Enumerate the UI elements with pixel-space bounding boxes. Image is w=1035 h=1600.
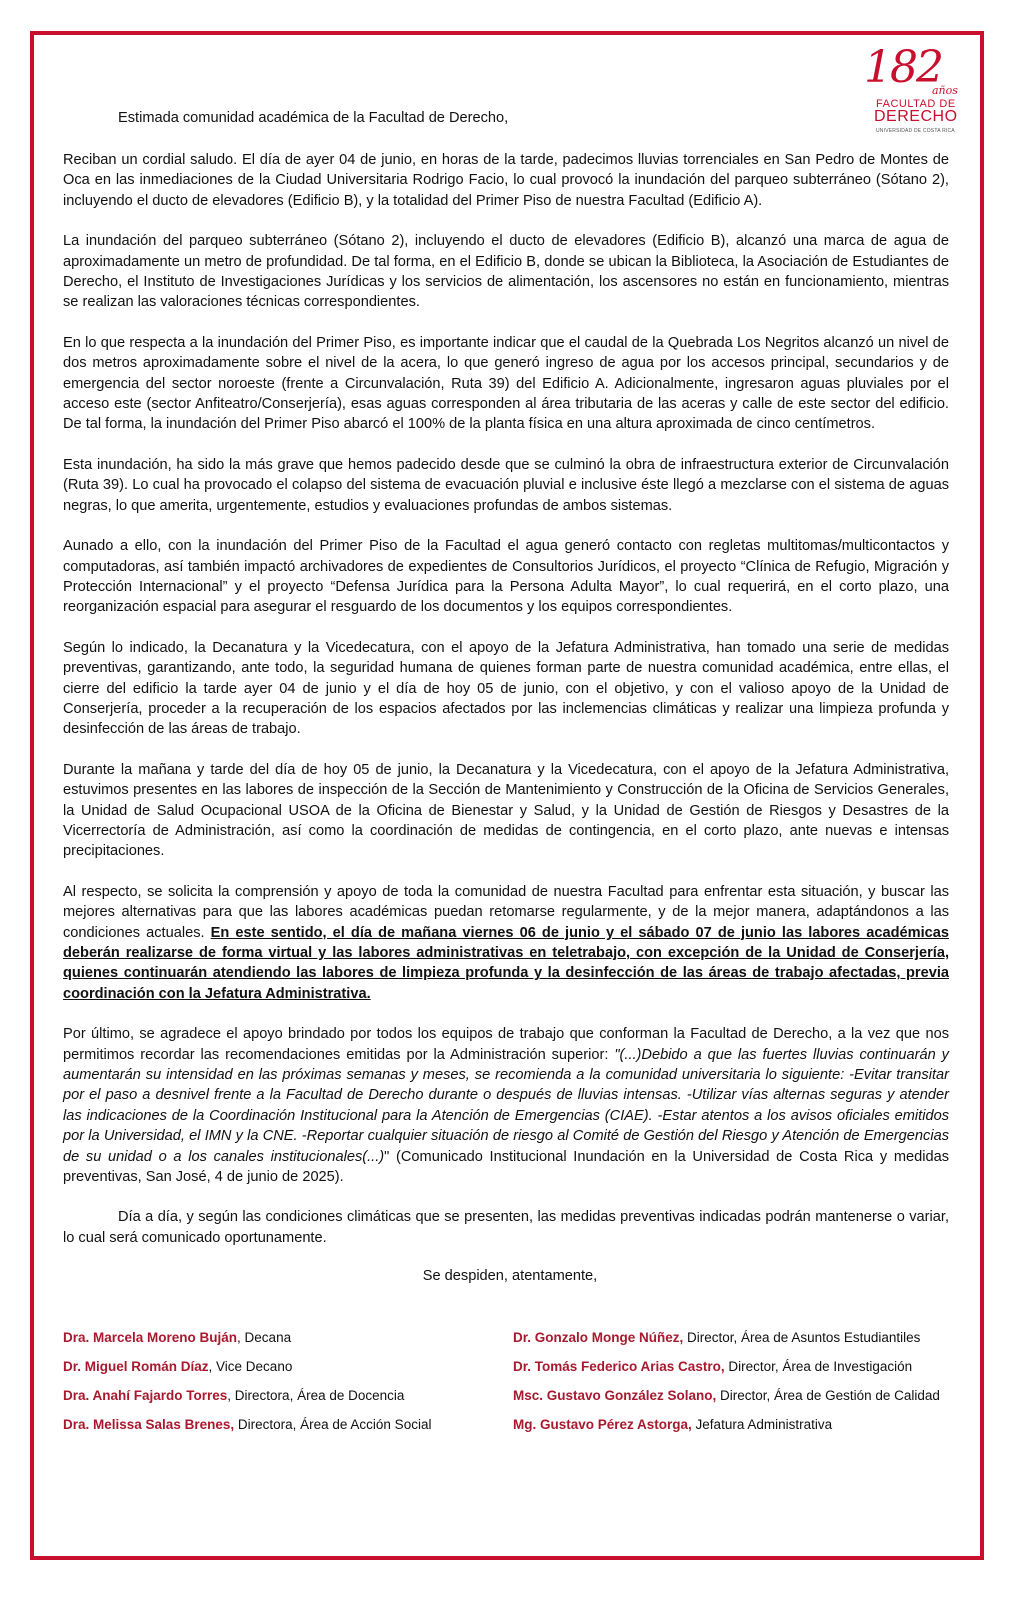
announcement-bold: En este sentido, el día de mañana viernes 06 de junio y el sábado 07 de junio las labores académicas deberán realizarse de forma virtual y las labores administrativas en teletrabajo, con excepción de la Unidad de Conserjería, quienes continuarán atendiendo las labores de limpieza profunda y la desinfección de las áreas de trabajo afectadas, previa coordinación con la Jefatura Administrativa. <box>63 924 950 1002</box>
paragraph: La inundación del parqueo subterráneo (Sótano 2), incluyendo el ducto de elevadores (Edificio B), alcanzó una marca de agua de aproximadamente un metro de profundidad. De tal forma, en el Edificio B, donde se ubican la Biblioteca, la Asociación de Estudiantes de Derecho, el Instituto de Investigaciones Jurídicas y los servicios de alimentación, los ascensores no están en funcionamiento, mientras se realizan las valoraciones técnicas correspondientes. <box>63 233 949 311</box>
recommendations-tail: " (Comunicado Institucional Inundación en la Universidad de Costa Rica y medidas preventivas, San José, 4 de junio de 2025). <box>63 1148 949 1186</box>
signature-role: , Directora, Área de Docencia <box>227 1388 405 1403</box>
signature-name: Dr. Tomás Federico Arias Castro, <box>513 1359 725 1374</box>
announcement-text: Al respecto, se solicita la comprensión y apoyo de toda la comunidad de nuestra Facultad para enfrentar esta situación, y buscar las mejores alternativas para que las labores académicas puedan retomarse regularmente, y de la mejor manera, adaptándonos a las condiciones actuales. <box>63 883 949 941</box>
signature-name: Dra. Melissa Salas Brenes, <box>63 1417 235 1432</box>
logo-universidad: UNIVERSIDAD DE COSTA RICA <box>876 128 955 134</box>
signature-role: Jefatura Administrativa <box>691 1417 833 1432</box>
logo-number: 182 <box>864 42 942 93</box>
signature <box>513 1417 832 1432</box>
closing: Se despiden, atentamente, <box>422 1268 598 1284</box>
signature-role: Director, Área de Asuntos Estudiantiles <box>683 1330 921 1345</box>
paragraph-final: Día a día, y según las condiciones climáticas que se presenten, las medidas preventivas indicadas podrán mantenerse o variar, lo cual será comunicado oportunamente. <box>63 1209 949 1246</box>
signature <box>513 1388 940 1403</box>
signature-role: Directora, Área de Acción Social <box>234 1417 432 1432</box>
signature-name: Dr. Miguel Román Díaz <box>63 1359 209 1374</box>
signature-role: , Decana <box>237 1330 292 1345</box>
greeting: Estimada comunidad académica de la Facultad de Derecho, <box>118 110 509 126</box>
recommendations-quote: "(...)Debido a que las fuertes lluvias continuarán y aumentarán su intensidad en las próximas semanas y meses, se recomienda a la comunidad universitaria lo siguiente: -Evitar transitar por el paso a desnivel frente a la Facultad de Derecho durante o después de lluvias intensas. -Utilizar vías alternas seguras y atender las indicaciones de la Coordinación Institucional para la Atención de Emergencias (CIAE). -Estar atentos a los avisos oficiales emitidos por la Universidad, el IMN y la CNE. -Reportar cualquier situación de riesgo al Comité de Gestión del Riesgo y Atención de Emergencias de su unidad o a los canales institucionales(...) <box>63 1046 949 1165</box>
letter-body <box>63 150 949 1248</box>
signature <box>63 1359 292 1374</box>
signature <box>63 1417 431 1432</box>
signature-name: Dr. Gonzalo Monge Núñez, <box>513 1330 684 1345</box>
signature-role: Director, Área de Gestión de Calidad <box>716 1388 940 1403</box>
signature <box>63 1330 291 1345</box>
logo-derecho: DERECHO <box>874 108 958 125</box>
paragraph: En lo que respecta a la inundación del Primer Piso, es importante indicar que el caudal de la Quebrada Los Negritos alcanzó un nivel de dos metros aproximadamente sobre el nivel de la acera, lo que generó ingreso de agua por los accesos principal, secundarios y de emergencia del sector noroeste (frente a Circunvalación, Ruta 39) del Edificio A. Adicionalmente, ingresaron aguas pluviales por el acceso este (sector Anfiteatro/Conserjería), esas aguas corresponden al área tributaria de las aceras y calle de este sector del edificio. De tal forma, la inundación del Primer Piso abarcó el 100% de la planta física en una altura aproximada de cinco centímetros. <box>63 334 949 433</box>
signature-name: Dra. Marcela Moreno Buján <box>63 1330 238 1345</box>
paragraph: Según lo indicado, la Decanatura y la Vicedecatura, con el apoyo de la Jefatura Administrativa, han tomado una serie de medidas preventivas, garantizando, ante todo, la seguridad humana de quienes forman parte de nuestra comunidad académica, entre ellas, el cierre del edificio la tarde ayer 04 de junio y el día de hoy 05 de junio, con el objetivo, y con el valioso apoyo de la Unidad de Conserjería, proceder a la recuperación de los espacios afectados por las inclemencias climáticas y realizar una limpieza profunda y desinfección de las áreas de trabajo. <box>63 639 949 738</box>
paragraph: Reciban un cordial saludo. El día de ayer 04 de junio, en horas de la tarde, padecimos lluvias torrenciales en San Pedro de Montes de Oca en las inmediaciones de la Ciudad Universitaria Rodrigo Facio, lo cual provocó la inundación del parqueo subterráneo (Sótano 2), incluyendo el ducto de elevadores (Edificio B), y la totalidad del Primer Piso de nuestra Facultad (Edificio A). <box>63 152 949 209</box>
signature-role: , Vice Decano <box>208 1359 293 1374</box>
signature <box>513 1330 920 1345</box>
paragraph-announcement <box>63 882 949 1004</box>
faculty-logo <box>862 42 958 138</box>
signature-role: Director, Área de Investigación <box>724 1359 913 1374</box>
signature-name: Dra. Anahí Fajardo Torres <box>63 1388 228 1403</box>
signature-name: Mg. Gustavo Pérez Astorga, <box>513 1417 692 1432</box>
signature-name: Msc. Gustavo González Solano, <box>513 1388 717 1403</box>
logo-facultad: FACULTAD DE <box>876 98 956 110</box>
signature <box>513 1359 912 1374</box>
paragraph: Aunado a ello, con la inundación del Primer Piso de la Facultad el agua generó contacto con regletas multitomas/multicontactos y computadoras, así también impactó archivadores de expedientes de Consultorios Jurídicos, el proyecto “Clínica de Refugio, Migración y Protección Internacional” y el proyecto “Defensa Jurídica para la Persona Adulta Mayor”, lo cual requerirá, en el corto plazo, una reorganización espacial para asegurar el resguardo de los documentos y los equipos correspondientes. <box>63 538 949 616</box>
signature <box>63 1388 404 1403</box>
recommendations-text: Por último, se agradece el apoyo brindado por todos los equipos de trabajo que conforman la Facultad de Derecho, a la vez que nos permitimos recordar las recomendaciones emitidas por la Administración superior: <box>63 1026 949 1063</box>
paragraph: Esta inundación, ha sido la más grave que hemos padecido desde que se culminó la obra de infraestructura exterior de Circunvalación (Ruta 39). Lo cual ha provocado el colapso del sistema de evacuación pluvial e inclusive éste llegó a mezclarse con el sistema de aguas negras, lo que amerita, urgentemente, estudios y evaluaciones profundas de ambos sistemas. <box>63 456 949 514</box>
logo-anos: años <box>932 84 958 97</box>
paragraph: Durante la mañana y tarde del día de hoy 05 de junio, la Decanatura y la Vicedecatura, con el apoyo de la Jefatura Administrativa, estuvimos presentes en las labores de inspección de la Sección de Mantenimiento y Construcción de la Oficina de Servicios Generales, la Unidad de Salud Ocupacional USOA de la Oficina de Bienestar y Salud, y la Unidad de Gestión de Riesgos y Desastres de la Vicerrectoría de Administración, así como la coordinación de medidas de contingencia, en el corto plazo, ante nuevas e intensas precipitaciones. <box>63 761 949 860</box>
paragraph-recommendations <box>63 1024 949 1187</box>
